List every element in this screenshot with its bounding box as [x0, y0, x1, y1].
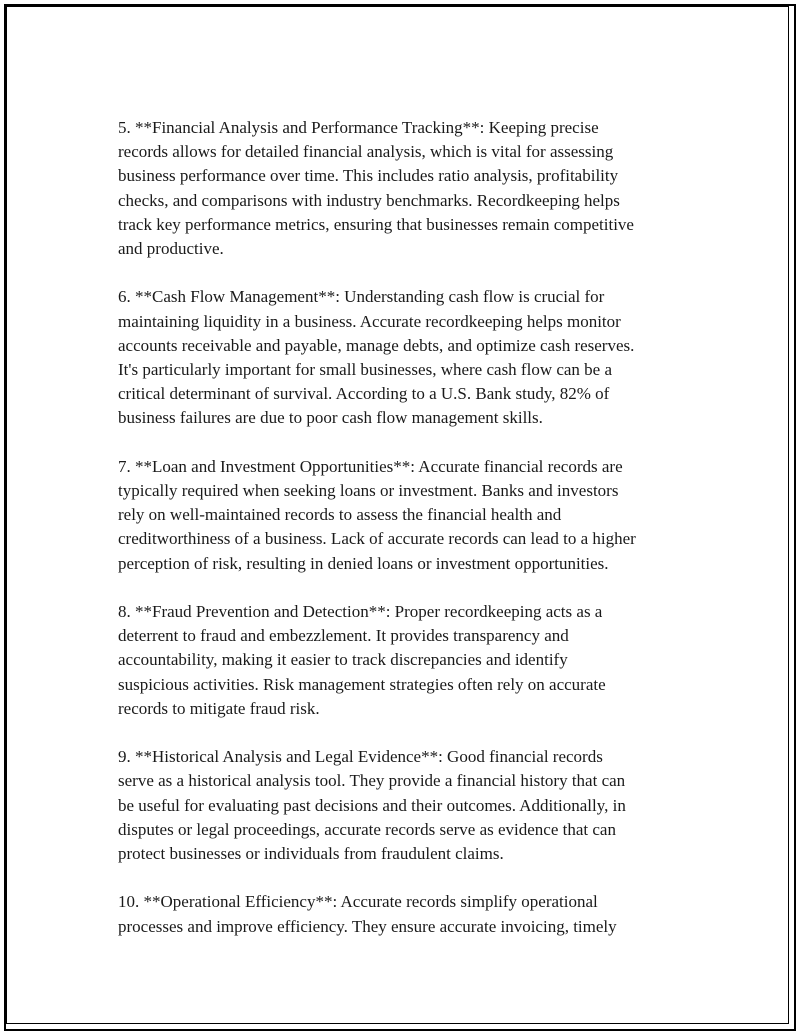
- paragraph-financial-analysis: 5. **Financial Analysis and Performance Tracking**: Keeping precise records allows for detailed financial analysis, which is vital for assessing business performance over time. This includes ratio analysis, profitability checks, and comparisons with industry benchmarks. Recordkeeping helps track key performance metrics, ensuring that businesses remain competitive and productive.: [118, 118, 634, 259]
- paragraph-historical-analysis: 9. **Historical Analysis and Legal Evidence**: Good financial records serve as a historical analysis tool. They provide a financial history that can be useful for evaluating past decisions and their outcomes. Additionally, in disputes or legal proceedings, accurate records serve as evidence that can protect businesses or individuals from fraudulent claims.: [118, 747, 626, 864]
- paragraph-cash-flow: 6. **Cash Flow Management**: Understanding cash flow is crucial for maintaining liquidity in a business. Accurate recordkeeping helps monitor accounts receivable and payable, manage debts, and optimize cash reserves. It's particularly important for small businesses, where cash flow can be a critical determinant of survival. According to a U.S. Bank study, 82% of business failures are due to poor cash flow management skills.: [118, 287, 635, 428]
- paragraph-fraud-prevention: 8. **Fraud Prevention and Detection**: Proper recordkeeping acts as a deterrent to fraud and embezzlement. It provides transparency and accountability, making it easier to track discrepancies and identify suspicious activities. Risk management strategies often rely on accurate records to mitigate fraud risk.: [118, 602, 606, 718]
- document-body: [118, 116, 698, 963]
- paragraph-operational-efficiency: 10. **Operational Efficiency**: Accurate records simplify operational processes and improve efficiency. They ensure accurate invoicing, timely: [118, 892, 617, 936]
- paragraph-loan-investment: 7. **Loan and Investment Opportunities**: Accurate financial records are typically required when seeking loans or investment. Banks and investors rely on well-maintained records to assess the financial health and creditworthiness of a business. Lack of accurate records can lead to a higher perception of risk, resulting in denied loans or investment opportunities.: [118, 456, 636, 573]
